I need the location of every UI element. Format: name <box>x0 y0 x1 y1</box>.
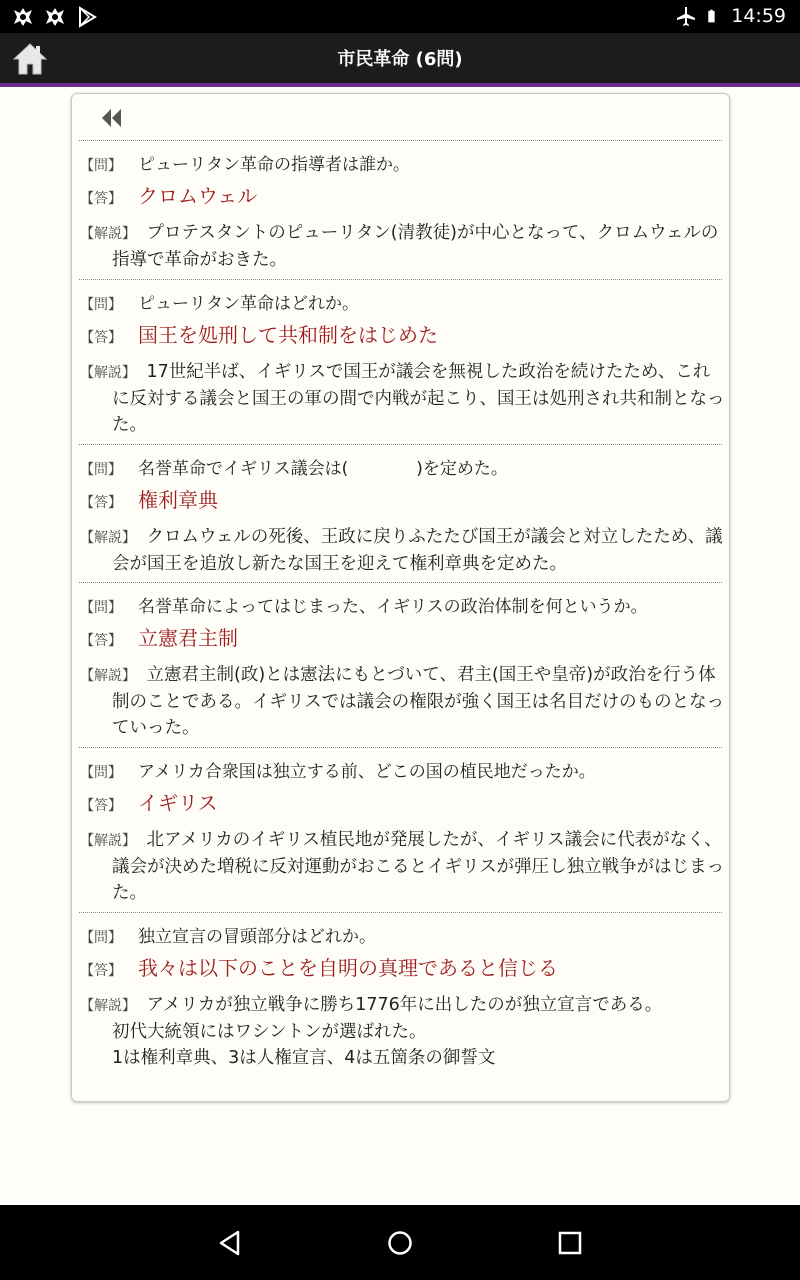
status-bar <box>0 0 800 33</box>
question-tag: 【問】 <box>80 765 122 781</box>
double-chevron-left-icon[interactable] <box>100 107 124 129</box>
explanation-text: プロテスタントのピューリタン(清教徒)が中心となって、クロムウェルの指導で革命がおきた。 <box>112 223 719 270</box>
question-row <box>80 150 410 175</box>
explanation-row <box>80 359 727 438</box>
question-tag: 【問】 <box>80 600 122 616</box>
explanation-text: クロムウェルの死後、王政に戻りふたたび国王が議会と対立したため、議会が国王を追放し新たな国王を迎えて権利章典を定めた。 <box>112 527 723 574</box>
answer-text: 国王を処刑して共和制をはじめた <box>138 323 438 347</box>
answer-row <box>80 622 238 651</box>
battery-icon <box>707 5 721 27</box>
explanation-tag: 【解説】 <box>80 365 129 381</box>
question-row <box>80 922 376 947</box>
notification-icons <box>12 6 98 28</box>
question-row <box>80 454 508 479</box>
explanation-tag: 【解説】 <box>80 668 129 684</box>
answer-text: 権利章典 <box>138 488 218 512</box>
explanation-row <box>80 662 727 741</box>
question-text: アメリカ合衆国は独立する前、どこの国の植民地だったか。 <box>138 762 596 782</box>
back-triangle-icon[interactable] <box>216 1229 244 1257</box>
explanation-text: 初代大統領にはワシントンが選ばれた。 <box>112 1022 427 1042</box>
answer-row <box>80 952 558 981</box>
answer-row <box>80 180 257 209</box>
question-row <box>80 592 648 617</box>
answer-tag: 【答】 <box>80 495 122 511</box>
app-bar <box>0 33 800 87</box>
divider <box>79 582 722 583</box>
question-text: ピューリタン革命はどれか。 <box>138 294 359 314</box>
question-text: 独立宣言の冒頭部分はどれか。 <box>138 927 376 947</box>
question-text: 名誉革命でイギリス議会は( )を定めた。 <box>138 459 508 479</box>
answer-text: 立憲君主制 <box>138 626 238 650</box>
answer-tag: 【答】 <box>80 191 122 207</box>
explanation-tag: 【解説】 <box>80 226 129 242</box>
explanation-text: 北アメリカのイギリス植民地が発展したが、イギリス議会に代表がなく、議会が決めた増税に反対運動がおこるとイギリスが弾圧し独立戦争がはじまった。 <box>112 830 725 903</box>
divider <box>79 279 722 280</box>
divider <box>79 747 722 748</box>
answer-tag: 【答】 <box>80 963 122 979</box>
answer-tag: 【答】 <box>80 330 122 346</box>
answer-row <box>80 787 218 816</box>
explanation-text: アメリカが独立戦争に勝ち1776年に出したのが独立宣言である。 <box>146 995 663 1015</box>
airplane-mode-icon <box>675 5 697 27</box>
answer-tag: 【答】 <box>80 798 122 814</box>
answer-row <box>80 484 218 513</box>
answer-row <box>80 319 438 348</box>
answer-text: クロムウェル <box>138 184 258 208</box>
question-text: ピューリタン革命の指導者は誰か。 <box>138 155 410 175</box>
explanation-tag: 【解説】 <box>80 998 129 1014</box>
clock: 14:59 <box>731 5 786 27</box>
explanation-row <box>80 220 727 273</box>
question-text: 名誉革命によってはじまった、イギリスの政治体制を何というか。 <box>138 597 648 617</box>
explanation-text: 立憲君主制(政)とは憲法にもとづいて、君主(国王や皇帝)が政治を行う体制のことである。イギリスでは議会の権限が強く国王は名目だけのものとなっていった。 <box>112 665 725 738</box>
question-tag: 【問】 <box>80 297 122 313</box>
app-notification-icon <box>44 6 66 28</box>
recents-square-icon[interactable] <box>556 1229 584 1257</box>
explanation-row <box>80 827 727 906</box>
explanation-row <box>80 524 727 577</box>
explanation-row <box>80 992 727 1071</box>
explanation-tag: 【解説】 <box>80 833 129 849</box>
explanation-text: 1は権利章典、3は人権宣言、4は五箇条の御誓文 <box>112 1048 496 1068</box>
answer-text: 我々は以下のことを自明の真理であると信じる <box>138 956 558 980</box>
play-store-icon <box>76 6 98 28</box>
explanation-tag: 【解説】 <box>80 530 129 546</box>
explanation-text: 17世紀半ば、イギリスで国王が議会を無視した政治を続けたため、これに反対する議会と国王の軍の間で内戦が起こり、国王は処刑され共和制となった。 <box>112 362 725 435</box>
divider <box>79 140 722 141</box>
divider <box>79 912 722 913</box>
app-notification-icon <box>12 6 34 28</box>
divider <box>79 444 722 445</box>
page-title: 市民革命 (6問) <box>337 49 463 70</box>
question-tag: 【問】 <box>80 930 122 946</box>
home-circle-icon[interactable] <box>386 1229 414 1257</box>
quiz-card <box>71 93 730 1102</box>
question-tag: 【問】 <box>80 462 122 478</box>
question-tag: 【問】 <box>80 158 122 174</box>
question-row <box>80 289 359 314</box>
question-row <box>80 757 596 782</box>
answer-tag: 【答】 <box>80 633 122 649</box>
navigation-bar <box>0 1205 800 1280</box>
answer-text: イギリス <box>138 791 218 815</box>
